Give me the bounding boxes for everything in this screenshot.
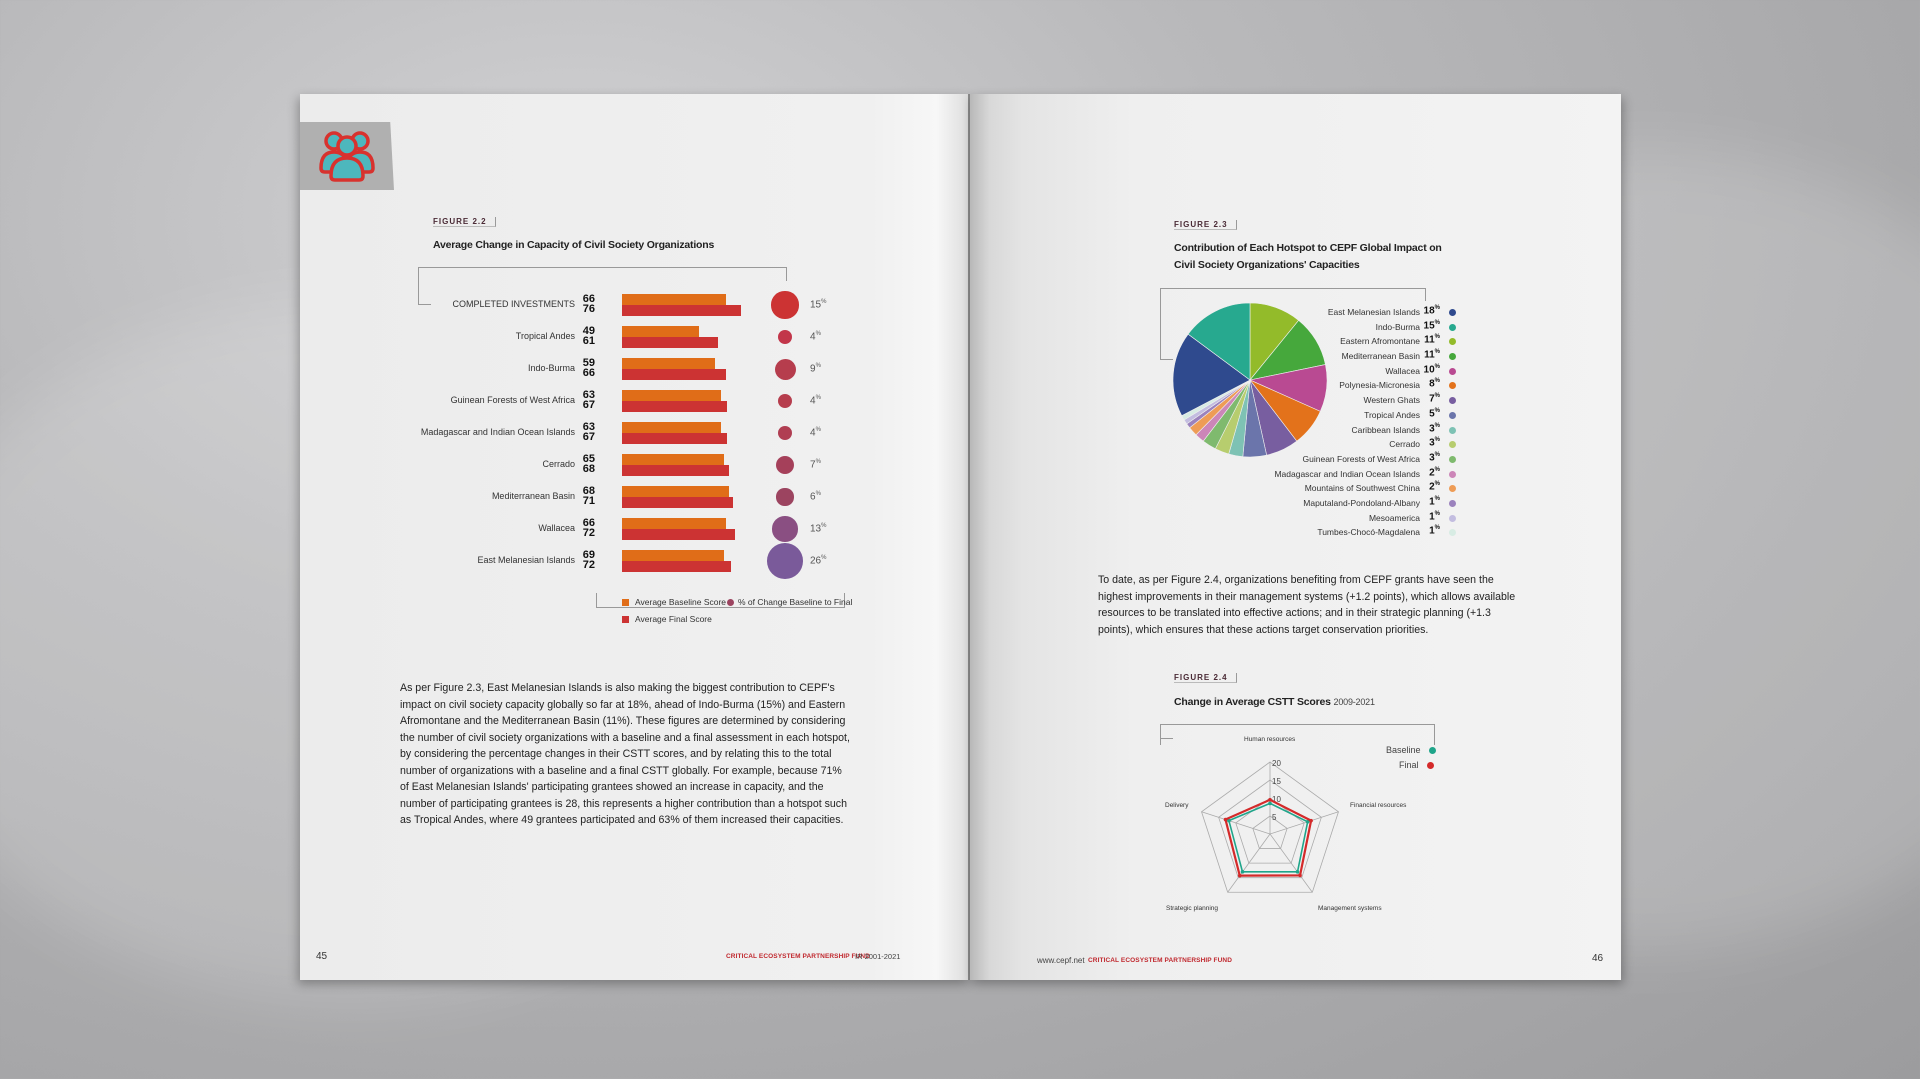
radar-axis-label: Management systems — [1318, 905, 1382, 912]
baseline-value: 49 — [582, 325, 595, 337]
baseline-value: 59 — [582, 357, 595, 369]
footer-report-range: IR 2001-2021 — [855, 952, 901, 961]
radar-legend-baseline — [1386, 745, 1440, 755]
pie-legend-value: 1% — [1429, 525, 1440, 537]
baseline-value: 63 — [582, 389, 595, 401]
pie-legend-label: Western Ghats — [1363, 395, 1420, 406]
final-value: 68 — [582, 463, 595, 475]
pie-legend-value: 2% — [1429, 466, 1440, 478]
bar-category-label: Guinean Forests of West Africa — [450, 395, 575, 405]
people-group-icon — [317, 128, 377, 184]
final-value: 72 — [582, 527, 595, 539]
pie-legend-item — [1220, 453, 1460, 468]
legend-change-label: % of Change Baseline to Final — [738, 597, 853, 607]
change-bubble — [778, 394, 792, 408]
pie-legend-value: 7% — [1429, 393, 1440, 405]
radar-chart — [1160, 730, 1410, 920]
legend-change-swatch — [727, 599, 734, 606]
pie-legend-dot — [1449, 485, 1456, 492]
baseline-value: 69 — [582, 549, 595, 561]
change-percent: 9% — [810, 363, 821, 375]
pie-legend-value: 3% — [1429, 451, 1440, 464]
pie-legend-label: Polynesia-Micronesia — [1339, 380, 1420, 391]
pie-legend-dot — [1449, 397, 1456, 404]
final-bar — [622, 433, 727, 444]
figure-2-4-title-text: Change in Average CSTT Scores — [1174, 696, 1331, 708]
pie-legend-value: 10% — [1423, 363, 1440, 376]
page-number-left: 45 — [316, 951, 328, 962]
radar-tick: 5 — [1272, 813, 1277, 822]
pie-legend-label: Cerrado — [1389, 439, 1420, 450]
final-bar — [622, 529, 735, 540]
change-bubble — [771, 291, 798, 318]
legend-change — [727, 597, 852, 607]
change-bubble — [772, 516, 797, 541]
change-bubble — [775, 359, 796, 380]
radar-axis-label: Financial resources — [1350, 802, 1407, 809]
figure-2-4-years: 2009-2021 — [1333, 697, 1375, 707]
legend-final-swatch — [622, 616, 629, 623]
bar-row — [400, 452, 860, 478]
change-percent: 4% — [810, 331, 821, 343]
figure-bracket — [418, 267, 787, 281]
pie-legend-dot — [1449, 353, 1456, 360]
bar-category-label: Indo-Burma — [527, 363, 575, 373]
pie-legend-item — [1220, 526, 1460, 541]
change-percent: 6% — [810, 491, 821, 503]
pie-legend-value: 15% — [1423, 319, 1440, 332]
baseline-bar — [622, 358, 715, 369]
change-percent: 15% — [810, 299, 827, 311]
pie-legend-item — [1220, 350, 1460, 365]
radar-legend-final-dot — [1427, 762, 1434, 769]
radar-point — [1238, 874, 1242, 878]
radar-point — [1224, 818, 1228, 822]
change-percent: 4% — [810, 427, 821, 439]
pie-legend-dot — [1449, 471, 1456, 478]
bar-row — [400, 420, 860, 446]
bar-category-label: COMPLETED INVESTMENTS — [452, 299, 575, 309]
bar-row — [400, 292, 860, 318]
pie-legend-label: Maputaland-Pondoland-Albany — [1303, 497, 1420, 508]
pie-legend-item — [1220, 335, 1460, 350]
radar-axis-label: Delivery — [1165, 802, 1189, 809]
pie-legend-item — [1220, 512, 1460, 527]
radar-point — [1296, 870, 1300, 874]
radar-point — [1268, 802, 1272, 806]
baseline-value: 65 — [582, 453, 595, 465]
baseline-bar — [622, 294, 726, 305]
radar-legend-final-label: Final — [1399, 760, 1419, 770]
pie-legend-dot — [1449, 324, 1456, 331]
pie-legend-dot — [1449, 382, 1456, 389]
pie-legend-item — [1220, 321, 1460, 336]
bar-row — [400, 516, 860, 542]
pie-legend-dot — [1449, 500, 1456, 507]
pie-legend-label: Madagascar and Indian Ocean Islands — [1274, 468, 1420, 479]
final-value: 67 — [582, 431, 595, 443]
change-percent: 7% — [810, 459, 821, 471]
final-value: 72 — [582, 559, 595, 571]
radar-point — [1298, 874, 1302, 878]
final-bar — [622, 497, 733, 508]
pie-legend-item — [1220, 424, 1460, 439]
radar-axis-label: Strategic planning — [1166, 905, 1219, 912]
pie-legend-item — [1220, 468, 1460, 483]
figure-2-3-title-line1: Contribution of Each Hotspot to CEPF Global Impact on — [1174, 242, 1442, 254]
figure-2-4-label: FIGURE 2.4 — [1174, 673, 1237, 683]
baseline-value: 63 — [582, 421, 595, 433]
legend-baseline-swatch — [622, 599, 629, 606]
pie-legend-label: Wallacea — [1385, 365, 1420, 376]
radar-legend-baseline-label: Baseline — [1386, 745, 1421, 755]
pie-legend-value: 5% — [1429, 407, 1440, 420]
footer-org-right: CRITICAL ECOSYSTEM PARTNERSHIP FUND — [1088, 957, 1232, 964]
pie-legend-dot — [1449, 338, 1456, 345]
bar-row — [400, 548, 860, 574]
radar-point — [1241, 870, 1245, 874]
legend-baseline-label: Average Baseline Score — [635, 597, 727, 607]
bar-category-label: Madagascar and Indian Ocean Islands — [420, 427, 575, 437]
bar-row — [400, 324, 860, 350]
final-bar — [622, 305, 741, 316]
baseline-bar — [622, 326, 699, 337]
change-bubble — [767, 543, 803, 579]
pie-legend-item — [1220, 394, 1460, 409]
pie-legend-value: 1% — [1429, 495, 1440, 508]
pie-legend-dot — [1449, 427, 1456, 434]
radar-tick: 20 — [1272, 759, 1281, 768]
figure-2-4-title — [1174, 696, 1375, 708]
final-bar — [622, 369, 726, 380]
change-bubble — [778, 426, 792, 440]
pie-legend-item — [1220, 497, 1460, 512]
pie-legend-label: Mesoamerica — [1368, 512, 1420, 523]
pie-legend-dot — [1449, 515, 1456, 522]
change-bubble — [776, 488, 793, 505]
pie-legend-value: 2% — [1429, 481, 1440, 493]
final-value: 67 — [582, 399, 595, 411]
pie-legend-label: Eastern Afromontane — [1340, 336, 1420, 347]
baseline-bar — [622, 550, 724, 561]
baseline-bar — [622, 422, 721, 433]
bar-row — [400, 388, 860, 414]
pie-legend-dot — [1449, 529, 1456, 536]
radar-point — [1268, 798, 1272, 802]
pie-legend-dot — [1449, 412, 1456, 419]
pie-legend-item — [1220, 482, 1460, 497]
final-bar — [622, 401, 727, 412]
pie-legend-label: East Melanesian Islands — [1327, 307, 1420, 317]
radar-axis-label: Human resources — [1244, 736, 1296, 743]
change-percent: 26% — [810, 555, 827, 567]
baseline-bar — [622, 486, 729, 497]
final-bar — [622, 337, 718, 348]
pie-legend-label: Mountains of Southwest China — [1304, 483, 1420, 494]
pie-legend-label: Guinean Forests of West Africa — [1302, 453, 1420, 464]
pie-legend — [1220, 306, 1460, 541]
pie-legend-value: 8% — [1429, 378, 1440, 390]
pie-legend-label: Indo-Burma — [1375, 321, 1420, 332]
baseline-bar — [622, 390, 721, 401]
bar-row — [400, 356, 860, 382]
bar-category-label: Wallacea — [538, 523, 575, 533]
baseline-value: 66 — [582, 517, 595, 529]
change-bubble — [778, 330, 792, 344]
pie-legend-label: Tropical Andes — [1364, 409, 1420, 420]
pie-legend-label: Caribbean Islands — [1351, 424, 1420, 435]
change-bubble — [776, 456, 795, 475]
final-bar — [622, 561, 731, 572]
pie-legend-value: 1% — [1429, 510, 1440, 522]
final-value: 61 — [582, 335, 595, 347]
pie-legend-value: 11% — [1424, 334, 1440, 346]
radar-legend-final — [1399, 760, 1438, 770]
final-bar — [622, 465, 729, 476]
pie-legend-value: 18% — [1423, 305, 1440, 317]
final-value: 71 — [582, 495, 595, 507]
pie-legend-item — [1220, 379, 1460, 394]
footer-url[interactable]: www.cepf.net — [1037, 956, 1085, 965]
pie-legend-item — [1220, 438, 1460, 453]
pie-legend-item — [1220, 409, 1460, 424]
baseline-value: 68 — [582, 485, 595, 497]
radar-axis — [1270, 812, 1338, 834]
left-body-paragraph: As per Figure 2.3, East Melanesian Islands is also making the biggest contribution to CEPF's impact on civil society capacity globally so far at 18%, ahead of Indo-Burma (15%) and Eastern Afromontane and the Mediterranean Basin (11%). These figures are determined by considering the number of civil society organizations with a baseline and a final assessment in each hotspot, by considering the percentage changes in their CSTT scores, and by relating this to the total number of organizations with a baseline and a final CSTT globally. For example, because 71% of East Melanesian Islands' participating grantees showed an increase in capacity, and the number of participating grantees is 28, this represents a higher contribution than a hotspot such as Tropical Andes, where 49 grantees participated and 63% of them increased their capacities. — [400, 682, 850, 826]
figure-2-2-title: Average Change in Capacity of Civil Society Organizations — [433, 239, 715, 251]
pie-legend-dot — [1449, 309, 1456, 316]
radar-tick: 10 — [1272, 795, 1281, 804]
legend-final — [622, 614, 712, 624]
radar-tick: 15 — [1272, 777, 1281, 786]
baseline-bar — [622, 454, 724, 465]
bar-category-label: Cerrado — [542, 459, 575, 469]
footer-org-left: CRITICAL ECOSYSTEM PARTNERSHIP FUND — [726, 953, 870, 960]
pie-legend-item — [1220, 365, 1460, 380]
figure-2-2-label: FIGURE 2.2 — [433, 217, 496, 227]
pie-legend-dot — [1449, 456, 1456, 463]
bar-category-label: Mediterranean Basin — [491, 491, 575, 501]
figure-2-3-label: FIGURE 2.3 — [1174, 220, 1237, 230]
legend-final-label: Average Final Score — [635, 614, 712, 624]
bar-row — [400, 484, 860, 510]
page-number-right: 46 — [1592, 953, 1604, 964]
pie-legend-dot — [1449, 441, 1456, 448]
final-value: 66 — [582, 367, 595, 379]
pie-legend-dot — [1449, 368, 1456, 375]
bar-category-label: East Melanesian Islands — [477, 555, 575, 565]
pie-legend-value: 11% — [1424, 349, 1440, 361]
baseline-value: 66 — [582, 293, 595, 305]
change-percent: 4% — [810, 395, 821, 407]
right-body-paragraph: To date, as per Figure 2.4, organizations benefiting from CEPF grants have seen the highest improvements in their management systems (+1.2 points), which allows available resources to be translated into effective actions; and in their strategic planning (+1.3 points), which ensures that these actions target conservation priorities. — [1098, 574, 1516, 636]
radar-legend-baseline-dot — [1429, 747, 1436, 754]
bar-category-label: Tropical Andes — [515, 331, 575, 341]
pie-legend-item — [1220, 306, 1460, 321]
figure-2-3-title-line2: Civil Society Organizations' Capacities — [1174, 259, 1360, 271]
legend-baseline — [622, 597, 726, 607]
baseline-bar — [622, 518, 726, 529]
pie-legend-value: 3% — [1429, 437, 1440, 449]
pie-legend-label: Mediterranean Basin — [1341, 351, 1420, 362]
change-percent: 13% — [810, 523, 827, 535]
final-value: 76 — [582, 303, 595, 315]
radar-point — [1309, 819, 1313, 823]
pie-legend-label: Tumbes-Chocó-Magdalena — [1317, 527, 1420, 538]
pie-legend-value: 3% — [1429, 422, 1440, 434]
